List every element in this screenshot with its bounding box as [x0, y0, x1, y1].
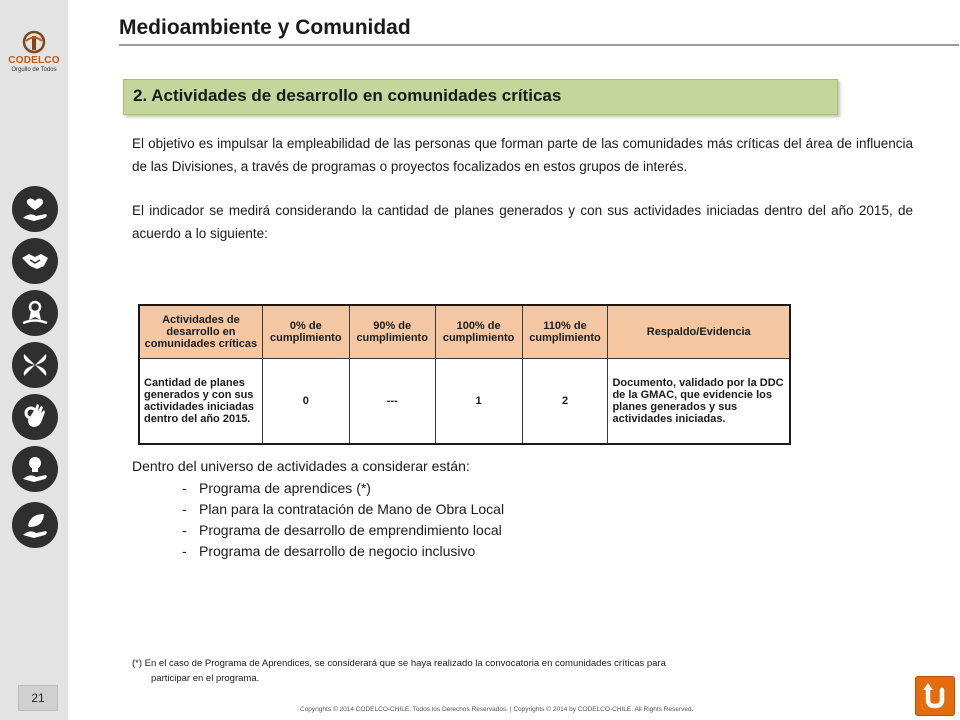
- table-header-cell: Actividades de desarrollo en comunidades críticas: [139, 305, 262, 359]
- list-item: - Programa de aprendices (*): [182, 478, 504, 499]
- table-header-cell: 100% de cumplimiento: [435, 305, 522, 359]
- table-header-cell: Respaldo/Evidencia: [608, 305, 790, 359]
- codelco-logo-mark: [20, 30, 48, 54]
- back-button[interactable]: [915, 676, 955, 716]
- leaf-hand-icon[interactable]: [12, 502, 58, 548]
- table-cell: 2: [522, 359, 608, 445]
- codelco-logo: [4, 30, 64, 90]
- footnote-line: (*) En el caso de Programa de Aprendices, se considerará que se haya realizado la convocatoria en comunidades críticas para: [132, 658, 666, 669]
- list-item: - Programa de desarrollo de negocio inclusivo: [182, 541, 504, 562]
- footnote-line: participar en el programa.: [151, 673, 260, 684]
- logo-name: CODELCO: [8, 55, 60, 66]
- table-header-cell: 90% de cumplimiento: [349, 305, 435, 359]
- handshake-icon[interactable]: [12, 238, 58, 284]
- objective-paragraph: El objetivo es impulsar la empleabilidad de las personas que forman parte de las comunidades más críticas del área de influencia de las Divisiones, a través de programas o proyectos focalizados en estos grupos de interés.: [132, 136, 913, 174]
- table-header-cell: 110% de cumplimiento: [522, 305, 608, 359]
- table-row: [139, 359, 790, 445]
- heart-hand-icon[interactable]: [12, 186, 58, 232]
- list-item: - Plan para la contratación de Mano de Obra Local: [182, 499, 504, 520]
- sidebar: [0, 0, 68, 720]
- page-number: 21: [18, 685, 58, 711]
- section-heading: 2. Actividades de desarrollo en comunidades críticas: [133, 86, 562, 105]
- title-divider: [119, 44, 959, 46]
- leaves-icon[interactable]: [12, 342, 58, 388]
- table-cell: 1: [435, 359, 522, 445]
- table-cell: ---: [349, 359, 435, 445]
- u-turn-arrow-icon: [922, 682, 948, 710]
- table-cell: Cantidad de planes generados y con sus actividades iniciadas dentro del año 2015.: [139, 359, 262, 445]
- section-heading-box: [123, 79, 838, 115]
- list-intro: Dentro del universo de actividades a considerar están:: [132, 458, 470, 474]
- table-header-cell: 0% de cumplimiento: [262, 305, 349, 359]
- list-item: - Programa de desarrollo de emprendimiento local: [182, 520, 504, 541]
- person-award-icon[interactable]: [12, 290, 58, 336]
- compliance-table: [138, 304, 791, 445]
- activity-list: [182, 478, 504, 562]
- table-cell: 0: [262, 359, 349, 445]
- ok-hand-icon[interactable]: [12, 394, 58, 440]
- footnote: [132, 656, 812, 686]
- lightbulb-hand-icon[interactable]: [12, 446, 58, 492]
- table-cell: Documento, validado por la DDC de la GMAC, que evidencie los planes generados y sus actividades iniciadas.: [608, 359, 790, 445]
- logo-tagline: Orgullo de Todos: [11, 67, 57, 73]
- page-title: Medioambiente y Comunidad: [119, 16, 411, 39]
- indicator-paragraph: El indicador se medirá considerando la cantidad de planes generados y con sus actividades iniciadas dentro del año 2015, de acuerdo a lo siguiente:: [132, 203, 913, 241]
- copyright: Copyrights © 2014 CODELCO-CHILE. Todos los Derechos Reservados. | Copyrights © 2014 by CODELCO-CHILE. All Rights Reserved.: [300, 706, 694, 713]
- table-header-row: [139, 305, 790, 359]
